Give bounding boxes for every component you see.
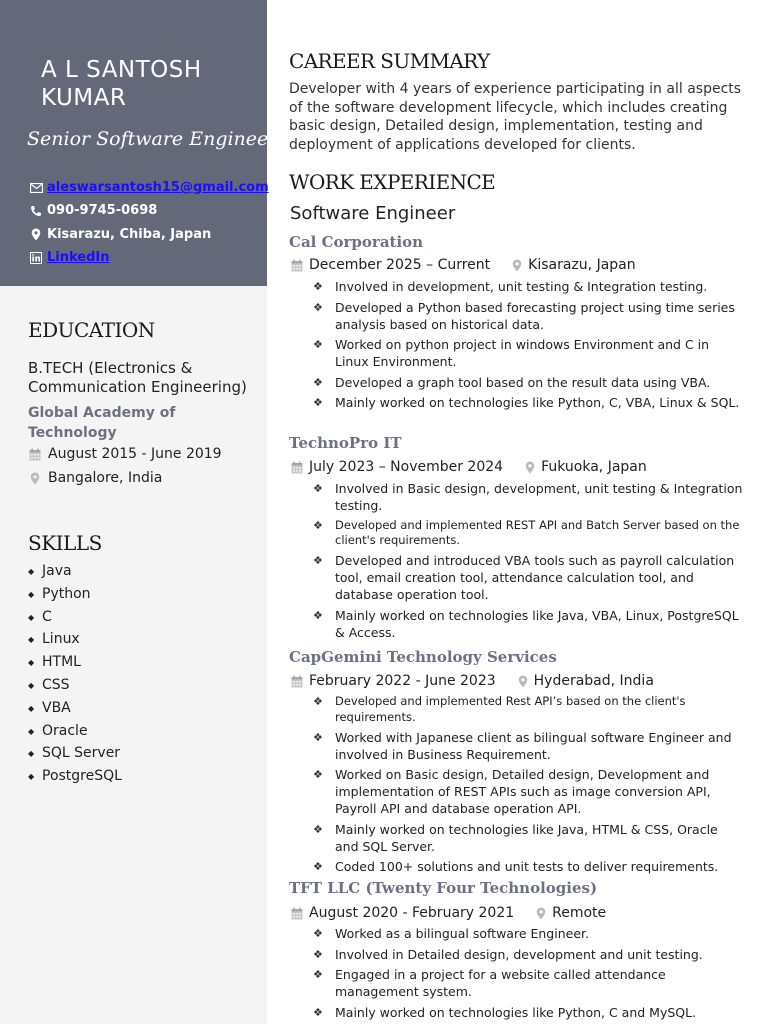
skill-label: Oracle — [42, 722, 88, 739]
job-bullet-text: Involved in Detailed design, development and unit testing. — [335, 946, 703, 962]
diamond-bullet-icon: ❖ — [313, 927, 323, 940]
candidate-role: Senior Software Engineer — [27, 128, 278, 150]
job-bullet — [313, 480, 743, 514]
job-bullet — [313, 336, 743, 370]
diamond-bullet-icon: ❖ — [313, 375, 323, 389]
diamond-bullet-icon: ❖ — [313, 730, 323, 744]
skill-item — [28, 745, 122, 768]
calendar-icon — [290, 461, 304, 474]
job-location-text: Hyderabad, India — [533, 673, 654, 689]
job-bullet — [313, 694, 743, 725]
skill-label: PostgreSQL — [42, 768, 122, 785]
skills-heading: SKILLS — [28, 531, 102, 555]
job-bullet — [313, 729, 743, 763]
map-pin-icon — [523, 461, 537, 474]
diamond-bullet-icon: ❖ — [313, 768, 323, 781]
job-location — [516, 673, 654, 689]
bullet-icon: ◆ — [28, 635, 35, 645]
job-meta — [290, 905, 606, 921]
job-bullet-text: Developed a graph tool based on the result data using VBA. — [335, 374, 711, 390]
job-bullet-text: Coded 100+ solutions and unit tests to deliver requirements. — [335, 859, 719, 874]
diamond-bullet-icon: ❖ — [313, 860, 323, 873]
map-pin-icon — [28, 472, 42, 485]
job-bullets — [313, 694, 743, 879]
job-bullet — [313, 1004, 743, 1021]
diamond-bullet-icon: ❖ — [313, 695, 323, 708]
diamond-bullet-icon: ❖ — [313, 608, 323, 622]
education-dates-text: August 2015 - June 2019 — [48, 446, 222, 462]
job-bullet-text: Worked on Basic design, Detailed design, Development and implementation of REST APIs such as image conversion API, Payroll API and database operation API. — [335, 767, 711, 816]
location-text: Kisarazu, Chiba, Japan — [47, 227, 212, 242]
bullet-icon: ◆ — [28, 680, 35, 690]
job-bullet — [313, 766, 743, 817]
skill-item — [28, 677, 122, 700]
education-location — [28, 470, 162, 486]
contact-location — [29, 227, 211, 242]
diamond-bullet-icon: ❖ — [313, 518, 323, 532]
calendar-icon — [290, 675, 304, 688]
diamond-bullet-icon: ❖ — [313, 822, 323, 836]
skill-label: C — [42, 608, 52, 625]
company-name: CapGemini Technology Services — [289, 648, 557, 666]
map-pin-icon — [510, 259, 524, 272]
skill-item — [28, 723, 122, 746]
map-pin-icon — [516, 675, 530, 688]
profile-header — [0, 0, 278, 286]
job-bullet-text: Developed and implemented Rest API’s based on the client's requirements. — [335, 694, 686, 724]
job-location-text: Remote — [552, 905, 607, 921]
job-bullet — [313, 518, 743, 549]
job-dates: August 2020 - February 2021 — [309, 905, 515, 921]
job-bullet — [313, 858, 743, 875]
calendar-icon — [290, 907, 304, 920]
job-bullet-text: Engaged in a project for a website called attendance management system. — [335, 967, 666, 999]
job-meta — [290, 459, 647, 475]
skill-item — [28, 654, 122, 677]
bullet-icon: ◆ — [28, 612, 35, 622]
education-dates — [28, 446, 222, 462]
company-name: TechnoPro IT — [289, 434, 402, 452]
diamond-bullet-icon: ❖ — [313, 396, 323, 409]
job-bullet-text: Mainly worked on technologies like Java, HTML & CSS, Oracle and SQL Server. — [335, 821, 718, 854]
job-bullet — [313, 821, 743, 855]
work-heading: WORK EXPERIENCE — [289, 170, 496, 194]
job-bullet-text: Mainly worked on technologies like Python, C and MySQL. — [335, 1004, 697, 1020]
diamond-bullet-icon: ❖ — [313, 280, 323, 293]
skill-label: Linux — [42, 631, 80, 648]
job-bullet — [313, 925, 743, 942]
job-bullet-text: Developed and implemented REST API and Batch Server based on the client's requirements. — [335, 517, 740, 547]
name-line-2: KUMAR — [41, 85, 127, 111]
job-location-text: Kisarazu, Japan — [528, 257, 636, 273]
skill-label: CSS — [42, 676, 70, 693]
diamond-bullet-icon: ❖ — [313, 968, 323, 981]
job-bullet-text: Involved in Basic design, development, unit testing & Integration testing. — [335, 481, 743, 513]
job-dates: December 2025 – Current — [309, 257, 491, 273]
skill-item — [28, 700, 122, 723]
job-bullet-text: Mainly worked on technologies like Python, C, VBA, Linux & SQL. — [335, 395, 740, 410]
bullet-icon: ◆ — [28, 726, 35, 736]
job-dates: February 2022 - June 2023 — [309, 673, 496, 689]
diamond-bullet-icon: ❖ — [313, 947, 323, 961]
linkedin-link[interactable]: LinkedIn — [47, 250, 110, 265]
job-bullet-text: Worked as a bilingual software Engineer. — [335, 926, 589, 941]
job-bullet-text: Worked on python project in windows Environment and C in Linux Environment. — [335, 337, 710, 369]
bullet-icon: ◆ — [28, 749, 35, 759]
job-bullet-text: Involved in development, unit testing & Integration testing. — [335, 279, 708, 294]
email-link[interactable]: aleswarsantosh15@gmail.com — [47, 180, 269, 195]
job-bullet — [313, 299, 743, 333]
candidate-name — [41, 56, 202, 112]
job-location — [510, 257, 635, 273]
education-school: Global Academy of Technology — [28, 405, 176, 441]
job-bullet — [313, 607, 743, 641]
job-meta — [290, 257, 636, 273]
job-bullet-text: Mainly worked on technologies like Java, VBA, Linux, PostgreSQL & Access. — [335, 607, 739, 640]
job-bullets — [313, 925, 743, 1024]
job-bullet-text: Worked with Japanese client as bilingual software Engineer and involved in Business Requirement. — [335, 729, 732, 762]
education-location-text: Bangalore, India — [48, 470, 163, 486]
job-bullet — [313, 552, 743, 603]
job-bullets — [313, 480, 743, 644]
skill-item — [28, 631, 122, 654]
education-heading: EDUCATION — [28, 318, 155, 342]
job-bullets — [313, 278, 743, 415]
bullet-icon: ◆ — [28, 589, 35, 599]
diamond-bullet-icon: ❖ — [313, 1005, 323, 1019]
calendar-icon — [290, 259, 304, 272]
job-bullet-text: Developed a Python based forecasting project using time series analysis based on historical data. — [335, 299, 735, 332]
name-line-1: A L SANTOSH — [41, 57, 202, 83]
job-title: Software Engineer — [290, 203, 456, 224]
diamond-bullet-icon: ❖ — [313, 338, 323, 351]
skills-list — [28, 563, 122, 791]
job-bullet-text: Developed and introduced VBA tools such as payroll calculation tool, email creation tool, attendance calculation tool, and database operation tool. — [335, 553, 735, 602]
job-bullet — [313, 394, 743, 411]
job-bullet — [313, 946, 743, 963]
company-name: TFT LLC (Twenty Four Technologies) — [289, 879, 598, 897]
bullet-icon: ◆ — [28, 567, 35, 576]
summary-text: Developer with 4 years of experience participating in all aspects of the software development lifecycle, which includes creating basic design, Detailed design, implementation, testing and deployment of applications developed for clients. — [289, 81, 742, 153]
skill-item — [28, 563, 122, 586]
envelope-icon — [29, 183, 43, 193]
linkedin-icon — [29, 252, 43, 264]
job-location — [523, 459, 647, 475]
diamond-bullet-icon: ❖ — [313, 482, 323, 495]
bullet-icon: ◆ — [28, 703, 35, 713]
company-name: Cal Corporation — [289, 233, 424, 251]
job-meta — [290, 673, 654, 689]
skill-label: VBA — [42, 699, 71, 716]
phone-number: 090-9745-0698 — [47, 203, 158, 218]
phone-icon — [29, 205, 43, 217]
skill-item — [28, 586, 122, 609]
skill-label: Python — [42, 585, 91, 602]
job-bullet — [313, 966, 743, 1000]
contact-phone — [29, 203, 157, 218]
skill-item — [28, 768, 122, 791]
job-location — [534, 905, 606, 921]
job-dates: July 2023 – November 2024 — [309, 459, 504, 475]
calendar-icon — [28, 448, 42, 461]
contact-linkedin — [29, 250, 110, 265]
education-degree: B.TECH (Electronics & Communication Engineering) — [28, 359, 247, 396]
job-bullet — [313, 278, 743, 295]
skill-label: HTML — [42, 654, 81, 671]
job-bullet — [313, 374, 743, 391]
bullet-icon: ◆ — [28, 658, 35, 668]
map-pin-icon — [534, 907, 548, 920]
bullet-icon: ◆ — [28, 772, 35, 782]
diamond-bullet-icon: ❖ — [313, 554, 323, 567]
skill-item — [28, 609, 122, 632]
diamond-bullet-icon: ❖ — [313, 300, 323, 314]
contact-email — [29, 180, 269, 195]
map-pin-icon — [29, 228, 43, 241]
skill-label: Java — [42, 563, 72, 579]
summary-heading: CAREER SUMMARY — [289, 49, 490, 73]
job-location-text: Fukuoka, Japan — [541, 459, 647, 475]
skill-label: SQL Server — [42, 745, 121, 762]
